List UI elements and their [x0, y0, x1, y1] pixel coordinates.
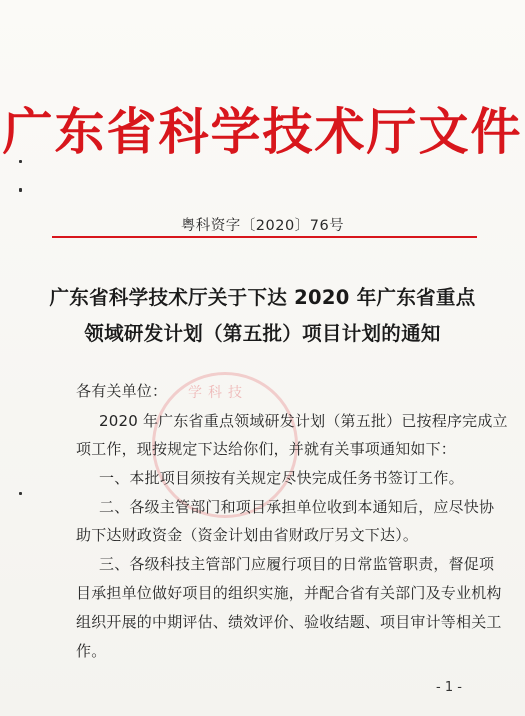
notice-title-line-1: 广东省科学技术厅关于下达 2020 年广东省重点	[49, 286, 476, 309]
scan-speck	[19, 188, 22, 192]
paragraph-line: 2020 年广东省重点领域研发计划（第五批）已按程序完成立	[99, 412, 508, 430]
paragraph-line: 助下达财政资金（资金计划由省财政厅另文下达）。	[76, 526, 419, 544]
paragraph-line: 二、各级主管部门和项目承担单位收到本通知后，应尽快协	[99, 498, 495, 516]
page-number: - 1 -	[436, 680, 462, 695]
header-divider-line	[52, 236, 477, 238]
official-seal-text: 学科技	[188, 385, 248, 401]
paragraph-line: 作。	[76, 642, 107, 660]
paragraph-line: 三、各级科技主管部门应履行项目的日常监管职责，督促项	[99, 555, 495, 573]
scan-speck	[19, 492, 22, 495]
document-number: 粤科资字〔2020〕76号	[180, 218, 345, 234]
salutation: 各有关单位：	[76, 382, 168, 400]
paragraph-line: 项工作，现按规定下达给你们，并就有关事项通知如下：	[76, 440, 457, 458]
notice-title-line-2: 领域研发计划（第五批）项目计划的通知	[84, 322, 441, 345]
paragraph-line: 目承担单位做好项目的组织实施，并配合省有关部门及专业机构	[76, 584, 502, 602]
paragraph-line: 组织开展的中期评估、绩效评价、验收结题、项目审计等相关工	[76, 613, 502, 631]
document-header-title: 广东省科学技术厅文件	[2, 102, 523, 161]
paragraph-line: 一、本批项目须按有关规定尽快完成任务书签订工作。	[99, 469, 464, 487]
